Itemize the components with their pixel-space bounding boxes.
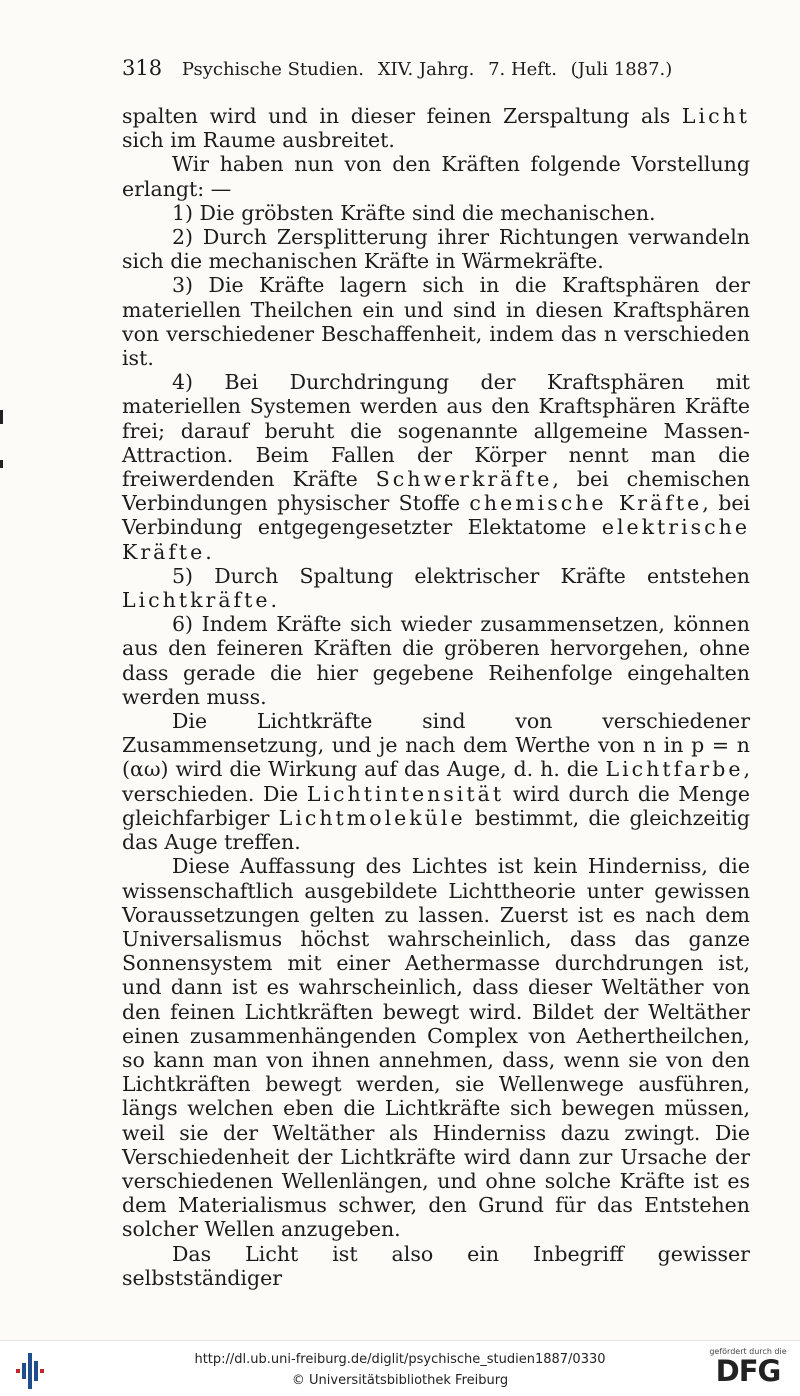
list-item: 1) Die gröbsten Kräfte sind die mechanischen.: [172, 200, 656, 225]
text-run: , bei Verbindung entgegengesetzter Elektatome: [122, 491, 751, 540]
text-run: 5) Durch Spaltung elektrischer Kräfte entstehen: [172, 563, 750, 588]
paragraph: Das Licht ist also ein Inbegriff gewisser selbstständiger: [122, 1241, 750, 1290]
spaced-term: Lichtintensität: [306, 781, 505, 806]
text-run: bestimmt, die gleichzeitig das Auge treffen.: [122, 805, 750, 855]
text-run: , verschieden. Die: [122, 757, 750, 806]
spaced-term: Schwerkräfte: [375, 467, 553, 492]
journal-title: Psychische Studien.: [181, 59, 364, 80]
dfg-wordmark: DFG: [715, 1354, 781, 1388]
permalink[interactable]: http://dl.ub.uni-freiburg.de/diglit/psychische_studien1887/0330: [194, 1352, 606, 1367]
text-run: , bei chemischen Verbindungen physischer Stoffe: [122, 467, 750, 516]
list-item: 2) Durch Zersplitterung ihrer Richtungen verwandeln sich die mechanischen Kräfte in Wärmekräfte.: [122, 225, 750, 274]
paragraph: [122, 104, 750, 152]
list-item: [122, 370, 750, 564]
page-number: 318: [122, 56, 163, 80]
text-run: 4) Bei Durchdringung der Kraftsphären mit materiellen Systemen werden aus den Kraftsphären Kräfte frei; darauf beruht die sogenannte allgemeine Massen-Attraction. Beim Fallen der Körper nennt man die freiwerdenden Kräfte: [122, 370, 750, 492]
issue-date: (Juli 1887.): [570, 59, 673, 80]
text-run: Die Lichtkräfte sind von verschiedener Zusammensetzung, und je nach dem Werthe von n in p = n (αω) wird die Wirkung auf das Auge, d. h. die: [122, 709, 750, 782]
footer-bar: [0, 1340, 800, 1396]
running-header: [122, 56, 750, 80]
margin-mark: [0, 410, 3, 424]
text-run: .: [205, 539, 212, 564]
spaced-term: chemische Kräfte: [469, 491, 703, 516]
spaced-term: Licht: [681, 104, 750, 128]
volume: XIV. Jahrg.: [377, 59, 475, 80]
dfg-caption: gefördert durch die: [709, 1347, 787, 1356]
dfg-logo: [706, 1347, 790, 1391]
spaced-term: Lichtkräfte: [122, 588, 271, 613]
paragraph: Wir haben nun von den Kräften folgende Vorstellung erlangt: —: [122, 152, 750, 201]
spaced-term: Lichtmoleküle: [278, 805, 466, 830]
list-item: 6) Indem Kräfte sich wieder zusammensetzen, können aus den feineren Kräften die gröberen hervorgehen, ohne dass gerade die hier gegebene Reihenfolge eingehalten werden muss.: [122, 612, 750, 709]
text-run: .: [270, 588, 278, 613]
text-run: spalten wird und in dieser feinen Zerspaltung als: [122, 104, 682, 128]
paragraph: Diese Auffassung des Lichtes ist kein Hinderniss, die wissenschaftlich ausgebildete Lichttheorie unter gewissen Voraussetzungen gelten zu lassen. Zuerst ist es nach dem Universalismus höchst wahrscheinlich, dass das ganze Sonnensystem mit einer Aethermasse durchdrungen ist, und dann ist es wahrscheinlich, dass dieser Weltäther von den feinen Lichtkräften bewegt wird. Bildet der Weltäther einen zusammenhängenden Complex von Aethertheilchen, so kann man von ihnen annehmen, dass, wenn sie von den Lichtkräften bewegt werden, sie Wellenwege ausführen, längs welchen eben die Lichtkräfte sich bewegen müssen, weil sie der Weltäther als Hinderniss dazu zwingt. Die Verschiedenheit der Lichtkräfte wird dann zur Ursache der verschiedenen Wellenlängen, und ohne solche Kräfte ist es dem Materialismus schwer, den Grund für das Entstehen solcher Wellen anzugeben.: [122, 854, 750, 1242]
spaced-term: Lichtfarbe: [605, 757, 744, 782]
copyright: © Universitätsbibliothek Freiburg: [291, 1373, 509, 1388]
spaced-term: elektrische Kräfte: [122, 515, 750, 564]
issue: 7. Heft.: [488, 59, 557, 80]
margin-mark: [0, 460, 3, 468]
paragraph: [122, 709, 750, 854]
text-run: wird durch die Menge gleichfarbiger: [122, 781, 750, 830]
body-text: [122, 104, 750, 1290]
list-item: 3) Die Kräfte lagern sich in die Kraftsphären der materiellen Theilchen ein und sind in diesen Kraftsphären von verschiedener Beschaffenheit, indem das n verschieden ist.: [122, 273, 750, 371]
text-run: sich im Raume ausbreitet.: [122, 128, 395, 153]
list-item: [122, 564, 750, 612]
